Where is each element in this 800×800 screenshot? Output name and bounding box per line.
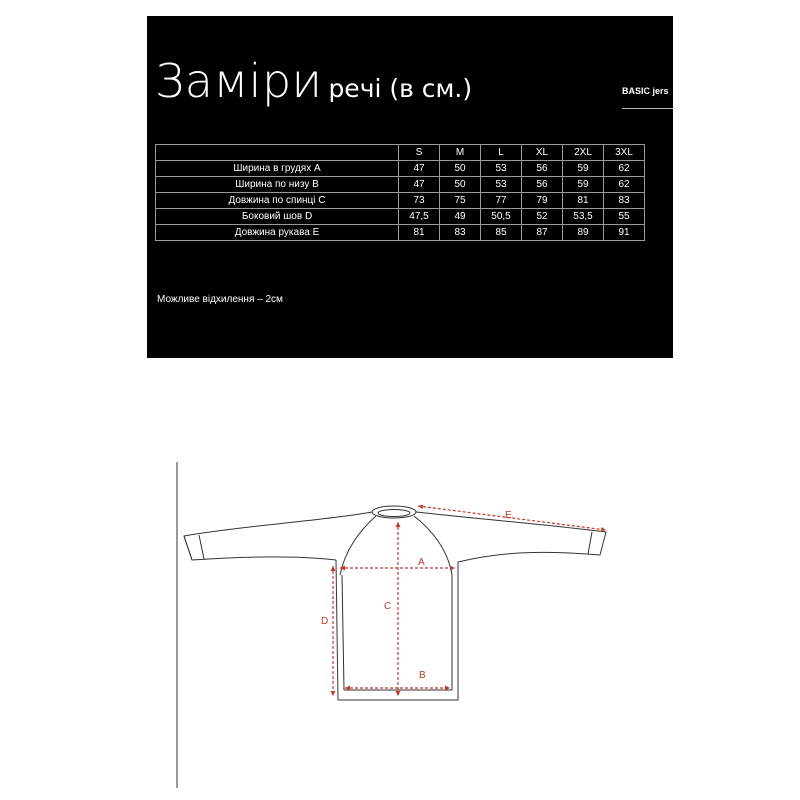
row-label: Ширина в грудях A	[156, 161, 399, 177]
label-c: C	[384, 601, 392, 612]
table-cell: 87	[522, 225, 563, 241]
table-header-cell: L	[481, 145, 522, 161]
table-cell: 49	[440, 209, 481, 225]
table-cell: 53	[481, 161, 522, 177]
arrow-a-right	[450, 566, 455, 571]
right-cuff-seam	[588, 532, 592, 554]
table-cell: 83	[604, 193, 645, 209]
deviation-note: Можливе відхилення – 2см	[157, 294, 283, 305]
title-main: Заміри	[155, 54, 323, 108]
arrow-e-start	[418, 505, 423, 510]
table-cell: 47	[399, 177, 440, 193]
table-header-cell: XL	[522, 145, 563, 161]
row-label: Боковий шов D	[156, 209, 399, 225]
left-cuff	[184, 536, 192, 560]
table-cell: 53	[481, 177, 522, 193]
table-cell: 55	[604, 209, 645, 225]
arrow-c-bottom	[396, 691, 401, 696]
table-cell: 85	[481, 225, 522, 241]
table-cell: 91	[604, 225, 645, 241]
label-b: B	[419, 670, 426, 681]
arrow-d-top	[331, 566, 336, 571]
label-a: A	[418, 557, 425, 568]
left-raglan-seam	[340, 516, 376, 575]
table-cell: 53,5	[563, 209, 604, 225]
brand-label: BASIC jers	[622, 86, 669, 96]
measurement-lines	[333, 506, 606, 696]
arrow-d-bottom	[331, 691, 336, 696]
label-d: D	[321, 616, 329, 627]
table-cell: 73	[399, 193, 440, 209]
left-side-seam	[342, 575, 344, 690]
table-cell: 62	[604, 161, 645, 177]
table-cell: 59	[563, 161, 604, 177]
collar-inner	[378, 510, 410, 517]
table-cell: 59	[563, 177, 604, 193]
table-header-cell: S	[399, 145, 440, 161]
table-cell: 81	[399, 225, 440, 241]
left-sleeve	[184, 512, 372, 560]
table-cell: 81	[563, 193, 604, 209]
table-cell: 50	[440, 177, 481, 193]
row-label: Довжина рукава E	[156, 225, 399, 241]
table-header-cell: 2XL	[563, 145, 604, 161]
table-cell: 52	[522, 209, 563, 225]
table-cell: 56	[522, 161, 563, 177]
jersey-outline	[184, 506, 606, 700]
row-label: Довжина по спинці C	[156, 193, 399, 209]
table-cell: 89	[563, 225, 604, 241]
table-cell: 47,5	[399, 209, 440, 225]
left-cuff-seam	[199, 535, 204, 559]
jersey-body	[336, 560, 458, 700]
table-header-cell: 3XL	[604, 145, 645, 161]
table-cell: 50	[440, 161, 481, 177]
arrow-e-end	[601, 527, 606, 532]
table-cell: 79	[522, 193, 563, 209]
measurement-arrowheads	[331, 505, 607, 697]
title-sub: речі (в см.)	[328, 74, 473, 103]
label-e: E	[505, 510, 512, 521]
table-cell: 83	[440, 225, 481, 241]
measure-e-line	[418, 506, 606, 530]
arrow-c-top	[396, 522, 401, 527]
table-cell: 62	[604, 177, 645, 193]
table-cell: 56	[522, 177, 563, 193]
row-label: Ширина по низу B	[156, 177, 399, 193]
table-cell: 75	[440, 193, 481, 209]
table-header-cell: M	[440, 145, 481, 161]
table-cell: 50,5	[481, 209, 522, 225]
table-cell: 77	[481, 193, 522, 209]
table-cell: 47	[399, 161, 440, 177]
